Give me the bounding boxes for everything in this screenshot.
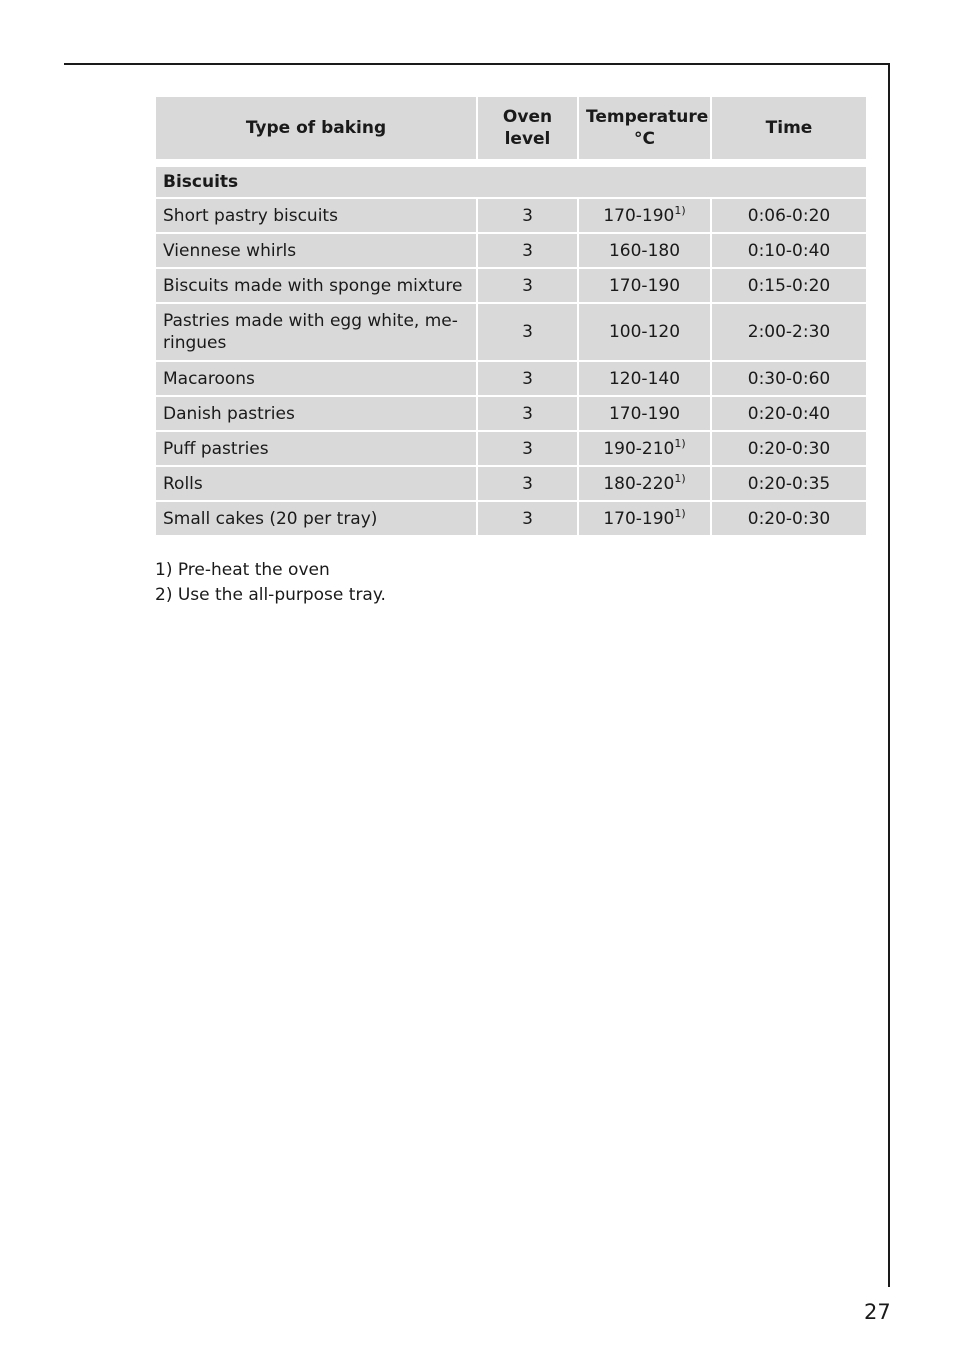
row-level: 3: [477, 466, 578, 501]
footnotes: [155, 558, 386, 608]
temp-value: 120-140: [608, 368, 681, 389]
row-temp: [578, 233, 711, 268]
footnote-ref: 1): [674, 471, 686, 485]
row-type: Short pastry biscuits: [155, 198, 477, 233]
temp-value: 180-220: [603, 473, 675, 494]
row-temp: [578, 361, 711, 396]
row-level: 3: [477, 268, 578, 303]
temp-value: 190-210: [603, 438, 675, 459]
row-temp: [578, 303, 711, 361]
row-type: Biscuits made with sponge mixture: [155, 268, 477, 303]
row-type: Rolls: [155, 466, 477, 501]
row-time: 0:15-0:20: [711, 268, 867, 303]
right-rule: [888, 63, 890, 1287]
temp-value: 170-190: [608, 275, 681, 296]
baking-table: [154, 95, 868, 537]
row-level: 3: [477, 198, 578, 233]
header-temperature: [578, 96, 711, 160]
temp-value: 170-190: [608, 403, 681, 424]
footnote-ref: 1): [674, 506, 686, 520]
header-oven-level: [477, 96, 578, 160]
row-type: Small cakes (20 per tray): [155, 501, 477, 536]
row-temp: [578, 431, 711, 466]
row-time: 0:10-0:40: [711, 233, 867, 268]
temp-value: 170-190: [603, 205, 675, 226]
row-level: 3: [477, 303, 578, 361]
row-type: Danish pastries: [155, 396, 477, 431]
row-level: 3: [477, 501, 578, 536]
table-row: [155, 396, 867, 431]
header-level-line1: Oven: [502, 107, 553, 127]
row-time: 0:30-0:60: [711, 361, 867, 396]
row-time: 2:00-2:30: [711, 303, 867, 361]
footnote-ref: 1): [674, 436, 686, 450]
page-number: 27: [864, 1300, 891, 1324]
table-row: [155, 198, 867, 233]
row-time: 0:20-0:30: [711, 501, 867, 536]
table-row: [155, 268, 867, 303]
section-row: [155, 166, 867, 198]
footnote-1: 1) Pre-heat the oven: [155, 560, 330, 580]
header-type: Type of baking: [155, 96, 477, 160]
row-time: 0:20-0:30: [711, 431, 867, 466]
row-level: 3: [477, 233, 578, 268]
row-temp: [578, 501, 711, 536]
header-row: [155, 96, 867, 160]
table-row: [155, 303, 867, 361]
table-row: [155, 466, 867, 501]
header-level-line2: level: [504, 129, 551, 149]
row-type: Viennese whirls: [155, 233, 477, 268]
table-row: [155, 361, 867, 396]
row-temp: [578, 466, 711, 501]
top-rule: [64, 63, 890, 65]
footnote-ref: 1): [674, 203, 686, 217]
row-temp: [578, 396, 711, 431]
header-temp-line1: Temperature: [586, 107, 709, 127]
row-time: 0:20-0:35: [711, 466, 867, 501]
row-type: Pastries made with egg white, me-ringues: [155, 303, 477, 361]
table-row: [155, 501, 867, 536]
row-temp: [578, 268, 711, 303]
row-time: 0:20-0:40: [711, 396, 867, 431]
temp-value: 160-180: [608, 240, 681, 261]
row-temp: [578, 198, 711, 233]
row-type: Puff pastries: [155, 431, 477, 466]
row-time: 0:06-0:20: [711, 198, 867, 233]
row-type: Macaroons: [155, 361, 477, 396]
header-temp-line2: °C: [634, 129, 655, 149]
temp-value: 170-190: [603, 508, 675, 529]
header-time: Time: [711, 96, 867, 160]
temp-value: 100-120: [608, 322, 681, 342]
row-level: 3: [477, 361, 578, 396]
footnote-2: 2) Use the all-purpose tray.: [155, 585, 386, 605]
table-row: [155, 233, 867, 268]
row-level: 3: [477, 431, 578, 466]
row-level: 3: [477, 396, 578, 431]
section-label: Biscuits: [155, 166, 867, 198]
table-row: [155, 431, 867, 466]
